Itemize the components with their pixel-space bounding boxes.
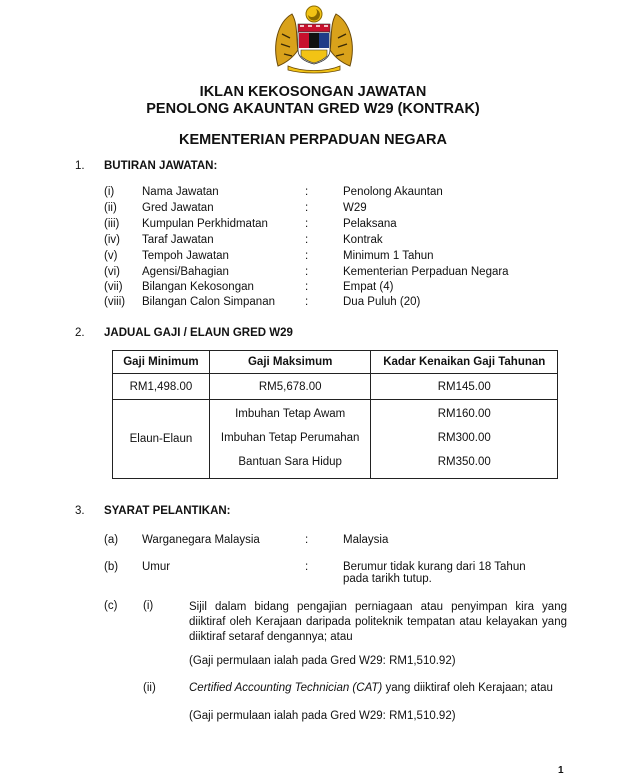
list-item-label: Bilangan Kekosongan [142,281,254,293]
list-item-num: (iii) [104,218,120,230]
list-item-sep: : [305,281,309,293]
table-cell: RM1,498.00 [113,374,210,400]
table-cell: RM145.00 [371,374,558,400]
list-item-value: Minimum 1 Tahun [343,250,434,262]
list-item-label: Gred Jawatan [142,202,214,214]
condition-sep: : [305,534,309,546]
qualification-rest: yang diiktiraf oleh Kerajaan; atau [382,682,553,694]
list-item-value: Kementerian Perpaduan Negara [343,266,509,278]
allowance-names [209,400,371,479]
list-item-sep: : [305,218,309,230]
table-row [113,400,558,479]
sub-condition-num: (i) [143,600,154,612]
section-title: BUTIRAN JAWATAN: [104,160,218,172]
section-title: SYARAT PELANTIKAN: [104,505,231,517]
condition-num: (a) [104,534,119,546]
list-item-label: Bilangan Calon Simpanan [142,296,275,308]
paragraph-line: diiktiraf setaraf dengannya; atau [189,631,353,643]
allowance-label: Elaun-Elaun [113,400,210,479]
section-title: JADUAL GAJI / ELAUN GRED W29 [104,327,293,339]
allowance-name: Imbuhan Tetap Awam [235,408,346,420]
list-item-sep: : [305,202,309,214]
list-item-value: W29 [343,202,367,214]
section-number: 1. [75,160,85,172]
list-item-label: Agensi/Bahagian [142,266,229,278]
list-item-num: (i) [104,186,115,198]
condition-label: Warganegara Malaysia [142,534,260,546]
list-item-num: (ii) [104,202,117,214]
list-item-label: Taraf Jawatan [142,234,214,246]
ministry-title: KEMENTERIAN PERPADUAN NEGARA [179,132,447,148]
list-item-label: Tempoh Jawatan [142,250,229,262]
list-item-sep: : [305,250,309,262]
list-item-label: Nama Jawatan [142,186,219,198]
list-item-sep: : [305,296,309,308]
condition-label: Umur [142,561,171,573]
allowance-amounts [371,400,558,479]
table-row [113,374,558,400]
condition-sep: : [305,561,309,573]
list-item-label: Kumpulan Perkhidmatan [142,218,268,230]
allowance-name: Bantuan Sara Hidup [238,456,342,468]
paragraph-line: Sijil dalam bidang pengajian perniagaan atau penyimpan kira yang [189,601,567,613]
list-item-value: Pelaksana [343,218,397,230]
salary-table [112,350,558,479]
table-header-cell: Kadar Kenaikan Gaji Tahunan [371,351,558,374]
qualification-line [189,682,553,694]
table-cell: RM5,678.00 [209,374,371,400]
list-item-num: (viii) [104,296,126,308]
list-item-sep: : [305,266,309,278]
coat-of-arms-icon [268,4,360,74]
qualification-italic: Certified Accounting Technician (CAT) [189,682,383,694]
title-line-2: PENOLONG AKAUNTAN GRED W29 (KONTRAK) [146,101,480,117]
condition-value-line: Berumur tidak kurang dari 18 Tahun [343,561,526,573]
list-item-num: (iv) [104,234,120,246]
allowance-amount: RM300.00 [437,432,491,444]
allowance-name: Imbuhan Tetap Perumahan [220,432,360,444]
allowance-amount: RM160.00 [437,408,491,420]
list-item-value: Kontrak [343,234,383,246]
starting-salary-note: (Gaji permulaan ialah pada Gred W29: RM1,510.92) [189,710,456,722]
starting-salary-note: (Gaji permulaan ialah pada Gred W29: RM1,510.92) [189,655,456,667]
page-number: 1 [558,765,564,776]
section-number: 2. [75,327,85,339]
title-line-1: IKLAN KEKOSONGAN JAWATAN [199,84,427,100]
qualification-paragraph [189,600,567,645]
list-item-value: Penolong Akauntan [343,186,443,198]
table-header-cell: Gaji Maksimum [209,351,371,374]
condition-value: Malaysia [343,534,389,546]
table-header-cell: Gaji Minimum [113,351,210,374]
condition-num: (c) [104,600,118,612]
list-item-num: (vii) [104,281,123,293]
condition-value-line: pada tarikh tutup. [343,573,432,585]
list-item-value: Empat (4) [343,281,394,293]
table-header-row [113,351,558,374]
allowance-amount: RM350.00 [437,456,491,468]
list-item-num: (v) [104,250,118,262]
list-item-num: (vi) [104,266,120,278]
sub-condition-num: (ii) [143,682,156,694]
list-item-sep: : [305,234,309,246]
list-item-value: Dua Puluh (20) [343,296,421,308]
section-number: 3. [75,505,85,517]
paragraph-line: diiktiraf oleh Kerajaan daripada politeknik tempatan atau kelayakan yang [189,616,567,628]
condition-num: (b) [104,561,119,573]
list-item-sep: : [305,186,309,198]
